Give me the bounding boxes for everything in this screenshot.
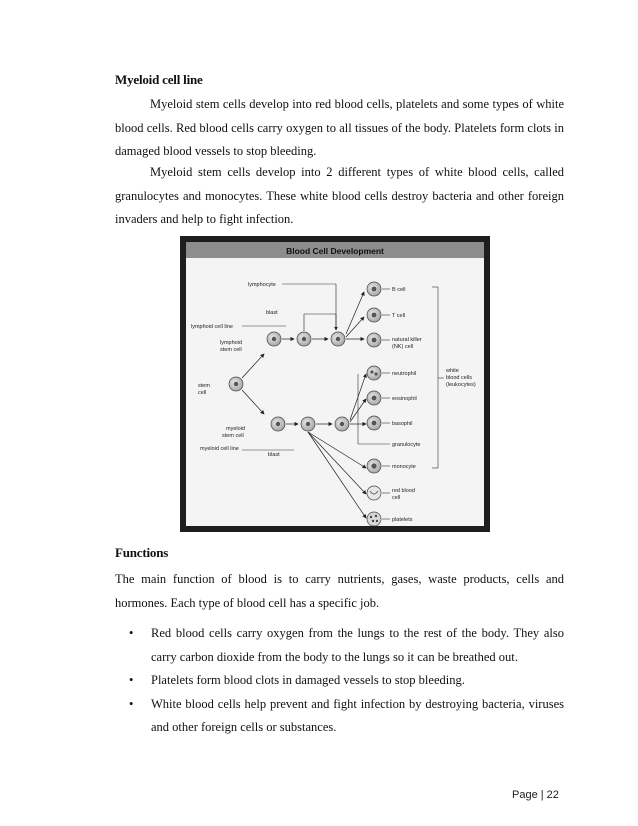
label-platelets: platelets xyxy=(392,517,413,523)
bullet-symbol: • xyxy=(129,626,134,640)
label-red-blood-cell-1: red blood xyxy=(392,488,415,494)
neutrophil-icon xyxy=(367,366,381,380)
list-item xyxy=(115,622,564,669)
label-basophil: basophil xyxy=(392,421,413,427)
label-white-blood-cells-2: blood cells xyxy=(446,375,472,381)
section-heading-myeloid: Myeloid cell line xyxy=(115,72,203,87)
label-nk-cell-1: natural killer xyxy=(392,337,422,343)
label-blast-bottom: blast xyxy=(268,452,280,458)
label-red-blood-cell-2: cell xyxy=(392,495,401,501)
red-blood-cell-icon xyxy=(367,486,381,500)
page-number: Page | 22 xyxy=(512,789,559,801)
label-monocyte: monocyte xyxy=(392,464,416,470)
label-nk-cell-2: (NK) cell xyxy=(392,344,414,350)
paragraph-functions: The main function of blood is to carry nutrients, gases, waste products, cells and hormones. Each type of blood cell has a specific job. xyxy=(115,572,564,610)
monocyte-icon xyxy=(367,459,381,473)
label-lymphoid-stem-1: lymphoid xyxy=(220,340,243,346)
blood-cell-diagram xyxy=(186,242,484,526)
t-cell-icon xyxy=(367,308,381,322)
bullet-symbol: • xyxy=(129,696,134,711)
label-white-blood-cells-3: (leukocytes) xyxy=(446,382,476,388)
bullet-symbol: • xyxy=(129,673,134,687)
label-neutrophil: neutrophil xyxy=(392,371,417,377)
paragraph-myeloid-2: Myeloid stem cells develop into 2 different types of white blood cells, called granulocytes and monocytes. These white blood cells destroy bacteria and other foreign invaders and help to fight infection. xyxy=(115,165,564,226)
section-heading-functions: Functions xyxy=(115,545,169,560)
list-item-text: Platelets form blood clots in damaged vessels to stop bleeding. xyxy=(151,673,465,687)
eosinophil-icon xyxy=(367,391,381,405)
platelets-icon xyxy=(367,512,381,526)
label-blast-top: blast xyxy=(266,310,278,316)
label-granulocyte: granulocyte xyxy=(392,442,421,448)
basophil-icon xyxy=(367,416,381,430)
label-myeloid-cell-line: myeloid cell line xyxy=(200,446,239,452)
functions-bullet-list xyxy=(115,622,564,740)
label-b-cell: B cell xyxy=(392,287,406,293)
label-myeloid-stem-2: stem cell xyxy=(222,433,244,439)
label-eosinophil: eosinophil xyxy=(392,396,417,402)
list-item xyxy=(115,669,564,693)
blood-cell-development-figure xyxy=(180,236,490,532)
diagram-title: Blood Cell Development xyxy=(286,246,384,256)
label-lymphocyte: lymphocyte xyxy=(248,282,276,288)
list-item xyxy=(115,693,564,740)
paragraph-myeloid-1: Myeloid stem cells develop into red blood cells, platelets and some types of white blood cells. Red blood cells carry oxygen to all tissues of the body. Platelets form clots in damaged blood vessels to stop bleeding. xyxy=(115,97,564,158)
label-myeloid-stem-1: myeloid xyxy=(226,426,245,432)
nk-cell-icon xyxy=(367,333,381,347)
label-white-blood-cells-1: white xyxy=(446,368,459,374)
label-stem-cell-1: stem xyxy=(198,383,210,389)
label-stem-cell-2: cell xyxy=(198,390,207,396)
label-t-cell: T cell xyxy=(392,313,406,319)
b-cell-icon xyxy=(367,282,381,296)
list-item-text: White blood cells help prevent and fight infection by destroying bacteria, viruses and other foreign cells or substances. xyxy=(151,696,564,734)
label-lymphoid-cell-line: lymphoid cell line xyxy=(191,324,233,330)
list-item-text: Red blood cells carry oxygen from the lungs to the rest of the body. They also carry carbon dioxide from the body to the lungs so it can be breathed out. xyxy=(151,626,564,664)
label-lymphoid-stem-2: stem cell xyxy=(220,347,242,353)
